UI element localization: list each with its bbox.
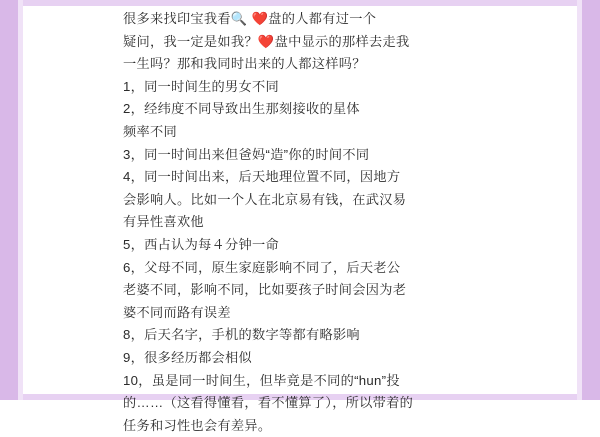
text-line: 5，西占认为每４分钟一命 xyxy=(123,236,279,252)
text-line: 任务和习性也会有差异。 xyxy=(123,417,272,433)
text-line: 10，虽是同一时间生，但毕竟是不同的“hun”投 xyxy=(123,372,400,388)
text-line: 频率不同 xyxy=(123,123,177,139)
text-line: 的……（这看得懂看，看不懂算了），所以带着的 xyxy=(123,395,414,411)
text-line: 一生吗？那和我同时出来的人都这样吗？ xyxy=(123,56,366,72)
text-line: 1，同一时间生的男女不同 xyxy=(123,78,279,94)
text-line: 疑问，我一定是如我？❤️盘中显示的那样去走我 xyxy=(123,33,410,49)
text-line: 2，经纬度不同导致出生那刻接收的星体 xyxy=(123,101,360,117)
text-line: 老婆不同，影响不同，比如要孩子时间会因为老 xyxy=(123,282,407,298)
text-line: 3，同一时间出来但爸妈“造”你的时间不同 xyxy=(123,146,370,162)
text-line: 4，同一时间出来，后天地理位置不同，因地方 xyxy=(123,169,401,185)
text-line: 婆不同而路有误差 xyxy=(123,304,231,320)
frame-right-border xyxy=(582,0,600,400)
text-line: 6，父母不同，原生家庭影响不同了，后天老公 xyxy=(123,259,401,275)
frame-top-border xyxy=(0,0,600,6)
document-text-body xyxy=(123,8,543,433)
text-line: 8，后天名字，手机的数字等都有略影响 xyxy=(123,327,360,343)
text-line: 会影响人。比如一个人在北京易有钱，在武汉易 xyxy=(123,191,407,207)
frame-left-border xyxy=(0,0,18,400)
text-line: 9，很多经历都会相似 xyxy=(123,349,253,365)
text-line: 很多来找印宝我看🔍 ❤️盘的人都有过一个 xyxy=(123,11,377,26)
text-line: 有异性喜欢他 xyxy=(123,214,204,230)
